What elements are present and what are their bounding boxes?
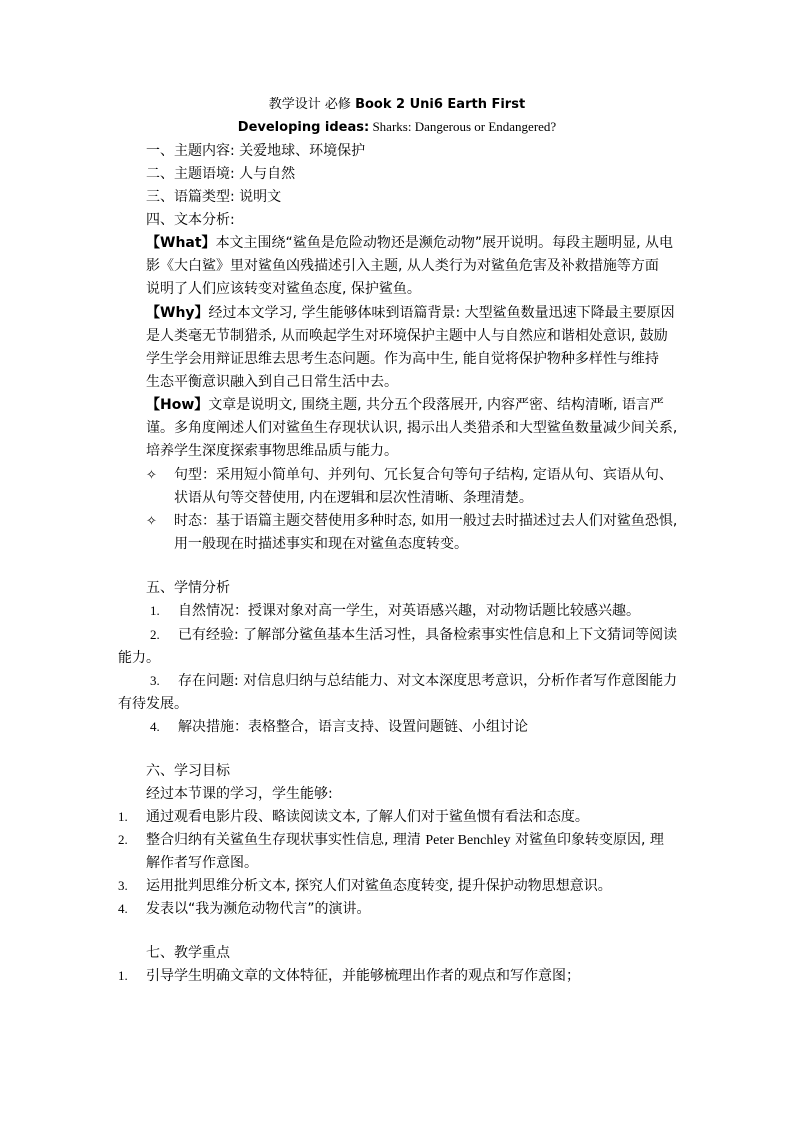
list-number: 1. [118,968,128,983]
bullet-item-continuation: 状语从句等交替使用, 内在逻辑和层次性清晰、条理清楚。 [174,490,533,506]
list-number: 4. [150,719,160,734]
list-text: 存在问题: 对信息归纳与总结能力、对文本深度思考意识，分析作者写作意图能力 [178,673,678,689]
list-item [118,806,589,828]
how-paragraph-line [146,394,664,416]
list-item-continuation: 解作者写作意图。 [146,855,258,871]
why-paragraph-line: 是人类毫无节制猎杀, 从而唤起学生对环境保护主题中人与自然应和谐相处意识, 鼓励 [146,328,668,344]
why-text: 经过本文学习, 学生能够体味到语篇背景: 大型鲨鱼数量迅速下降最主要原因 [208,305,675,321]
document-title [0,96,794,114]
list-text: 运用批判思维分析文本, 探究人们对鲨鱼态度转变, 提升保护动物思想意识。 [146,878,612,894]
what-text: 本文主围绕“鲨鱼是危险动物还是濒危动物”展开说明。每段主题明显, 从电 [215,235,673,251]
list-text: 引导学生明确文章的文体特征，并能够梳理出作者的观点和写作意图； [146,968,580,984]
why-paragraph-line: 生态平衡意识融入到自己日常生活中去。 [146,374,398,390]
section-3-heading: 三、语篇类型: 说明文 [146,189,282,205]
bullet-text: 句型：采用短小简单句、并列句、冗长复合句等句子结构, 定语从句、宾语从句、 [174,467,673,483]
list-item-continuation: 能力。 [118,650,160,666]
subtitle-text: Sharks: Dangerous or Endangered? [369,119,557,134]
how-text: 文章是说明文, 围绕主题, 共分五个段落展开, 内容严密、结构清晰, 语言严 [208,397,664,413]
section-7-heading: 七、教学重点 [146,945,230,961]
bullet-item [146,510,677,533]
list-item [150,624,677,646]
how-paragraph-line: 培养学生深度探索事物思维品质与能力。 [146,443,398,459]
list-text: 对鲨鱼印象转变原因, 理 [510,832,664,848]
list-item [150,600,640,622]
what-paragraph-line [146,232,673,254]
how-paragraph-line: 谨。多角度阐述人们对鲨鱼生存现状认识, 揭示出人类猎杀和大型鲨鱼数量减少间关系, [146,420,678,436]
list-text: 解决措施：表格整合，语言支持、设置问题链、小组讨论 [178,719,528,735]
list-item [118,965,580,987]
what-paragraph-line: 说明了人们应该转变对鲨鱼态度, 保护鲨鱼。 [146,281,421,297]
list-number: 1. [150,603,160,618]
list-text: 整合归纳有关鲨鱼生存现状事实性信息, 理清 [146,832,426,848]
section-5-heading: 五、学情分析 [146,580,230,596]
list-item [118,898,371,920]
subtitle-label: Developing ideas: [237,120,370,135]
section-4-heading: 四、文本分析: [146,212,235,228]
bullet-item-continuation: 用一般现在时描述事实和现在对鲨鱼态度转变。 [174,536,468,552]
list-number: 4. [118,901,128,916]
what-paragraph-line: 影《大白鲨》里对鲨鱼凶残描述引入主题, 从人类行为对鲨鱼危害及补救措施等方面 [146,258,659,274]
diamond-bullet-icon: ✧ [146,514,157,529]
list-item [118,829,664,852]
bullet-text: 时态：基于语篇主题交替使用多种时态, 如用一般过去时描述过去人们对鲨鱼恐惧, [174,513,678,529]
document-subtitle [0,118,794,137]
why-paragraph-line [146,302,675,324]
why-tag: 【Why】 [146,305,209,321]
person-name: Peter Benchley [425,833,511,848]
title-chinese: 教学设计 必修 [268,97,356,112]
list-text: 自然情况：授课对象对高一学生，对英语感兴趣，对动物话题比较感兴趣。 [178,603,640,619]
list-text: 发表以“我为濒危动物代言”的演讲。 [146,901,371,917]
section-2-heading: 二、主题语境: 人与自然 [146,166,296,182]
list-text: 已有经验: 了解部分鲨鱼基本生活习性，具备检索事实性信息和上下文猜词等阅读 [178,627,678,643]
list-number: 1. [118,809,128,824]
list-item [150,716,528,738]
section-6-heading: 六、学习目标 [146,763,230,779]
list-item [118,875,612,897]
list-number: 3. [150,673,160,688]
section-6-intro: 经过本节课的学习，学生能够: [146,786,333,802]
title-english: Book 2 Uni6 Earth First [355,97,526,112]
section-1-heading: 一、主题内容: 关爱地球、环境保护 [146,143,366,159]
list-number: 2. [118,832,128,847]
diamond-bullet-icon: ✧ [146,468,157,483]
why-paragraph-line: 学生学会用辩证思维去思考生态问题。作为高中生, 能自觉将保护物种多样性与维持 [146,351,659,367]
list-item [150,670,677,692]
list-number: 2. [150,627,160,642]
list-number: 3. [118,878,128,893]
list-text: 通过观看电影片段、略读阅读文本, 了解人们对于鲨鱼惯有看法和态度。 [146,809,589,825]
how-tag: 【How】 [146,397,209,413]
what-tag: 【What】 [146,235,216,251]
list-item-continuation: 有待发展。 [118,696,188,712]
bullet-item [146,464,673,487]
